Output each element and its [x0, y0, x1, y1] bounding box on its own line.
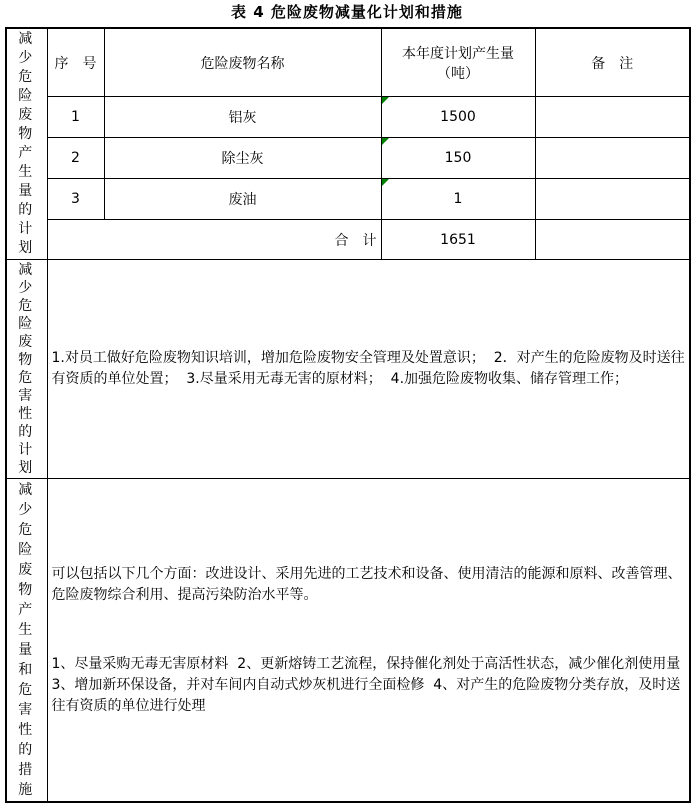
col-header-serial: 序 号 — [47, 28, 104, 97]
hazardous-waste-table — [5, 27, 691, 803]
table-row — [6, 179, 690, 220]
serial-cell: 1 — [47, 97, 104, 138]
total-value-cell: 1651 — [381, 220, 535, 260]
quantity-cell — [381, 138, 535, 179]
harmfulness-plan-content: 1.对员工做好危险废物知识培训，增加危险废物安全管理及处置意识； 2．对产生的危险废物及时送往有资质的单位处置； 3.尽量采用无毒无害的原材料； 4.加强危险废物收集、储存管理工作； — [47, 260, 690, 479]
remark-cell — [535, 220, 690, 260]
serial-cell: 3 — [47, 179, 104, 220]
quantity-cell — [381, 97, 535, 138]
row-header-reduction-measures: 减少危险废物产生量和危害性的措施 — [6, 479, 47, 803]
waste-name-cell: 铝灰 — [104, 97, 381, 138]
table-row — [6, 138, 690, 179]
quantity-value: 1 — [453, 191, 463, 208]
reduction-measures-content — [47, 479, 690, 803]
quantity-value: 1500 — [440, 109, 476, 126]
table-row-total — [6, 220, 690, 260]
remark-cell — [535, 138, 690, 179]
table-title: 表 4 危险废物减量化计划和措施 — [231, 3, 463, 21]
number-format-flag-icon — [382, 138, 389, 145]
table-row — [6, 28, 690, 97]
number-format-flag-icon — [382, 179, 389, 186]
row-header-reduce-generation-plan: 减少危险废物产生量的计划 — [6, 28, 47, 260]
total-label-cell: 合 计 — [47, 220, 381, 260]
quantity-value: 150 — [444, 150, 472, 167]
waste-name-cell: 废油 — [104, 179, 381, 220]
serial-cell: 2 — [47, 138, 104, 179]
col-header-remark: 备 注 — [535, 28, 690, 97]
remark-cell — [535, 97, 690, 138]
remark-cell — [535, 179, 690, 220]
measures-paragraph: 1、尽量采购无毒无害原材料 2、更新熔铸工艺流程，保持催化剂处于高活性状态，减少催化剂使用量 3、增加新环保设备，并对车间内自动式炒灰机进行全面检修 4、对产生的危险废物分类存放，及时送往有资质的单位进行处理 — [51, 655, 690, 714]
table-row-section — [6, 479, 690, 803]
col-header-waste-name: 危险废物名称 — [104, 28, 381, 97]
number-format-flag-icon — [382, 97, 389, 104]
table-row-section — [6, 260, 690, 479]
quantity-cell — [381, 179, 535, 220]
row-header-reduce-harmfulness-plan: 减少危险废物危害性的计划 — [6, 260, 47, 479]
waste-name-cell: 除尘灰 — [104, 138, 381, 179]
measures-paragraph: 可以包括以下几个方面：改进设计、采用先进的工艺技术和设备、使用清洁的能源和原料、改善管理、危险废物综合利用、提高污染防治水平等。 — [51, 565, 682, 603]
col-header-planned-quantity: 本年度计划产生量（吨） — [381, 28, 535, 97]
table-row — [6, 97, 690, 138]
